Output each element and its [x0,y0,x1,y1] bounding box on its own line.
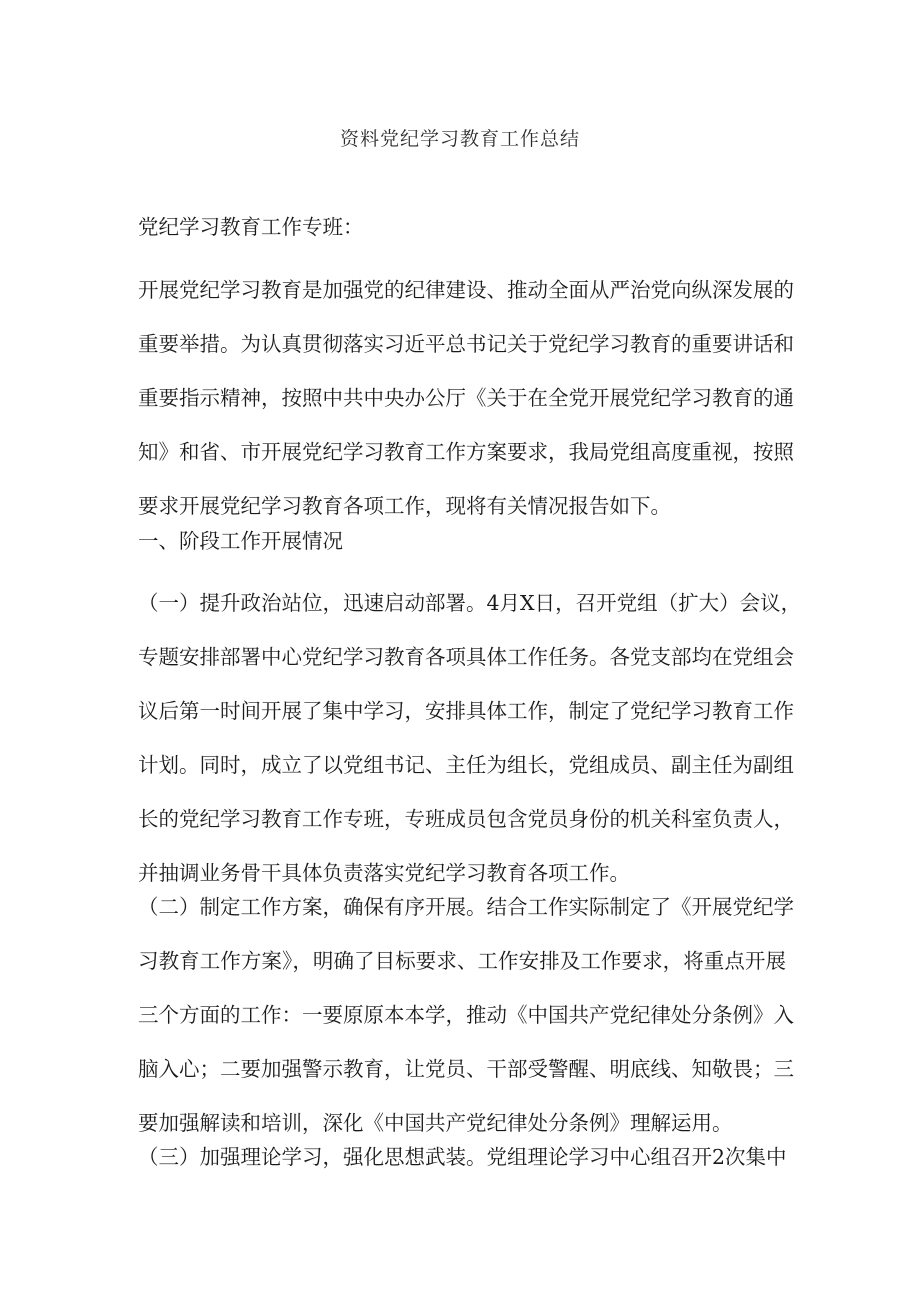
item-2-line: （二）制定工作方案，确保有序开展。结合工作实际制定了《开展党纪学 [138,895,794,919]
item-1-line: 计划。同时，成立了以党组书记、主任为组长，党组成员、副主任为副组 [138,753,794,777]
item-2-line: 习教育工作方案》，明确了目标要求、工作安排及工作要求，将重点开展 [138,949,786,973]
intro-line: 知》和省、市开展党纪学习教育工作方案要求，我局党组高度重视，按照 [138,440,794,464]
item-1-line: （一）提升政治站位，迅速启动部署。4月X日，召开党组（扩大）会议， [138,591,802,615]
item-2-line: 脑入心；二要加强警示教育，让党员、干部受警醒、明底线、知敬畏；三 [138,1057,794,1081]
section-heading: 一、阶段工作开展情况 [138,529,343,553]
intro-line: 重要举措。为认真贯彻落实习近平总书记关于党纪学习教育的重要讲话和 [138,332,794,356]
item-1-paragraph [138,576,802,900]
intro-line: 重要指示精神，按照中共中央办公厅《关于在全党开展党纪学习教育的通 [138,386,794,410]
item-2-line: 三个方面的工作：一要原原本本学，推动《中国共产党纪律处分条例》入 [138,1003,794,1027]
item-1-line: 议后第一时间开展了集中学习，安排具体工作，制定了党纪学习教育工作 [138,699,794,723]
item-3-paragraph [138,1130,786,1184]
item-2-line: 要加强解读和培训，深化《中国共产党纪律处分条例》理解运用。 [138,1111,733,1135]
intro-line: 开展党纪学习教育是加强党的纪律建设、推动全面从严治党向纵深发展的 [138,278,794,302]
item-3-line: （三）加强理论学习，强化思想武装。党组理论学习中心组召开2次集中 [138,1145,787,1169]
intro-paragraph [138,263,794,533]
document-title: 资料党纪学习教育工作总结 [339,128,580,150]
item-1-line: 长的党纪学习教育工作专班，专班成员包含党员身份的机关科室负责人， [138,807,794,831]
item-1-line: 并抽调业务骨干具体负责落实党纪学习教育各项工作。 [138,861,630,885]
intro-line: 要求开展党纪学习教育各项工作，现将有关情况报告如下。 [138,494,671,518]
item-1-line: 专题安排部署中心党纪学习教育各项具体工作任务。各党支部均在党组会 [138,645,794,669]
addressee-line: 党纪学习教育工作专班： [138,215,364,239]
item-2-paragraph [138,880,794,1150]
